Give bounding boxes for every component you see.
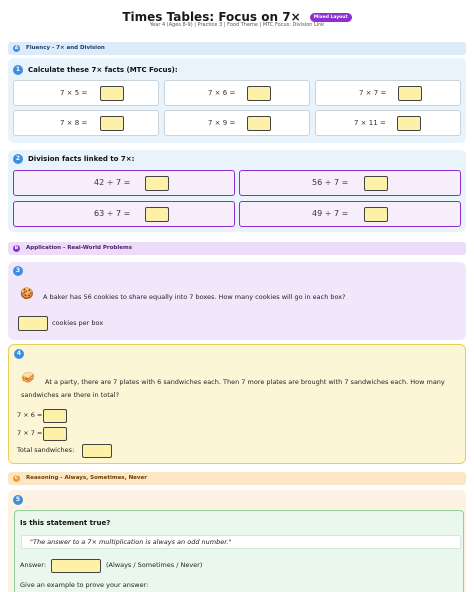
fact-equation: 7 × 8 = — [60, 119, 88, 127]
fact-equation: 49 ÷ 7 = — [312, 209, 349, 218]
q3-number: 3 — [13, 266, 23, 276]
section-b-band — [8, 242, 466, 255]
statement-text: "The answer to a 7× multiplication is always an odd number." — [30, 538, 232, 546]
page-subtitle: Year 4 (Ages 8-9) | Practice 3 | Food Theme | MTC Focus: Division Link — [149, 22, 325, 28]
q1-fact-3 — [315, 80, 461, 106]
q5-answer-label: Answer: — [20, 561, 47, 569]
q2-title: Division facts linked to 7×: — [28, 155, 135, 163]
q1-fact-4 — [13, 110, 159, 136]
q1-number: 1 — [13, 65, 23, 75]
q4-text: At a party, there are 7 plates with 6 sandwiches each. Then 7 more plates are brought with 7 sandwiches each. How many sandwiches are there in total? — [21, 378, 445, 399]
q3-answer-label: cookies per box — [52, 319, 104, 327]
answer-box[interactable] — [247, 86, 271, 101]
q4-panel — [8, 344, 466, 464]
section-b-letter: B — [14, 246, 19, 251]
q5-options: (Always / Sometimes / Never) — [106, 561, 203, 569]
q4-answer-box-1[interactable] — [43, 409, 67, 423]
answer-box[interactable] — [145, 176, 169, 191]
answer-box[interactable] — [100, 86, 124, 101]
q2-panel — [8, 150, 466, 232]
q5-number: 5 — [13, 495, 23, 505]
q4-line-2: 7 × 7 = — [17, 429, 43, 437]
answer-box[interactable] — [364, 176, 388, 191]
q5-title: Is this statement true? — [20, 519, 111, 527]
q2-fact-4 — [239, 201, 461, 227]
section-a-letter: A — [14, 46, 19, 51]
fact-equation: 63 ÷ 7 = — [94, 209, 131, 218]
q4-number: 4 — [14, 349, 24, 359]
section-c-label: Reasoning - Always, Sometimes, Never — [26, 475, 147, 481]
fact-equation: 7 × 6 = — [208, 89, 236, 97]
q5-statement-card — [14, 510, 464, 592]
q5-answer-box[interactable] — [51, 559, 101, 573]
q1-fact-6 — [315, 110, 461, 136]
fact-equation: 56 ÷ 7 = — [312, 178, 349, 187]
fact-equation: 7 × 11 = — [354, 119, 386, 127]
q2-fact-2 — [239, 170, 461, 196]
page-title: Times Tables: Focus on 7× — [122, 10, 301, 24]
section-c-letter: C — [14, 476, 19, 481]
q5-panel — [8, 490, 466, 592]
answer-box[interactable] — [364, 207, 388, 222]
q4-line-3: Total sandwiches: — [17, 446, 75, 454]
q2-fact-3 — [13, 201, 235, 227]
q1-title: Calculate these 7× facts (MTC Focus): — [28, 66, 178, 74]
q1-panel — [8, 58, 466, 143]
q5-example-label: Give an example to prove your answer: — [20, 581, 149, 589]
q1-fact-1 — [13, 80, 159, 106]
answer-box[interactable] — [247, 116, 271, 131]
fact-equation: 7 × 9 = — [208, 119, 236, 127]
answer-box[interactable] — [100, 116, 124, 131]
section-c-band — [8, 472, 466, 485]
q4-answer-box-2[interactable] — [43, 427, 67, 441]
cookie-icon: 🍪 — [20, 287, 34, 300]
sandwich-icon: 🥪 — [21, 371, 35, 384]
section-b-label: Application - Real-World Problems — [26, 245, 132, 251]
q2-fact-1 — [13, 170, 235, 196]
q1-fact-2 — [164, 80, 310, 106]
q4-line-1: 7 × 6 = — [17, 411, 43, 419]
section-a-label: Fluency - 7× and Division — [26, 45, 105, 51]
q1-fact-5 — [164, 110, 310, 136]
answer-box[interactable] — [145, 207, 169, 222]
layout-badge: Mixed Layout — [310, 13, 352, 22]
fact-equation: 42 ÷ 7 = — [94, 178, 131, 187]
q3-panel — [8, 262, 466, 340]
answer-box[interactable] — [397, 116, 421, 131]
q5-statement — [21, 535, 461, 549]
fact-equation: 7 × 5 = — [60, 89, 88, 97]
q2-number: 2 — [13, 154, 23, 164]
section-a-band — [8, 42, 466, 55]
q3-text: A baker has 56 cookies to share equally into 7 boxes. How many cookies will go in each box? — [43, 293, 346, 301]
fact-equation: 7 × 7 = — [359, 89, 387, 97]
q4-total-box[interactable] — [82, 444, 112, 458]
q3-answer-box[interactable] — [18, 316, 48, 331]
worksheet-header — [0, 0, 474, 36]
answer-box[interactable] — [398, 86, 422, 101]
